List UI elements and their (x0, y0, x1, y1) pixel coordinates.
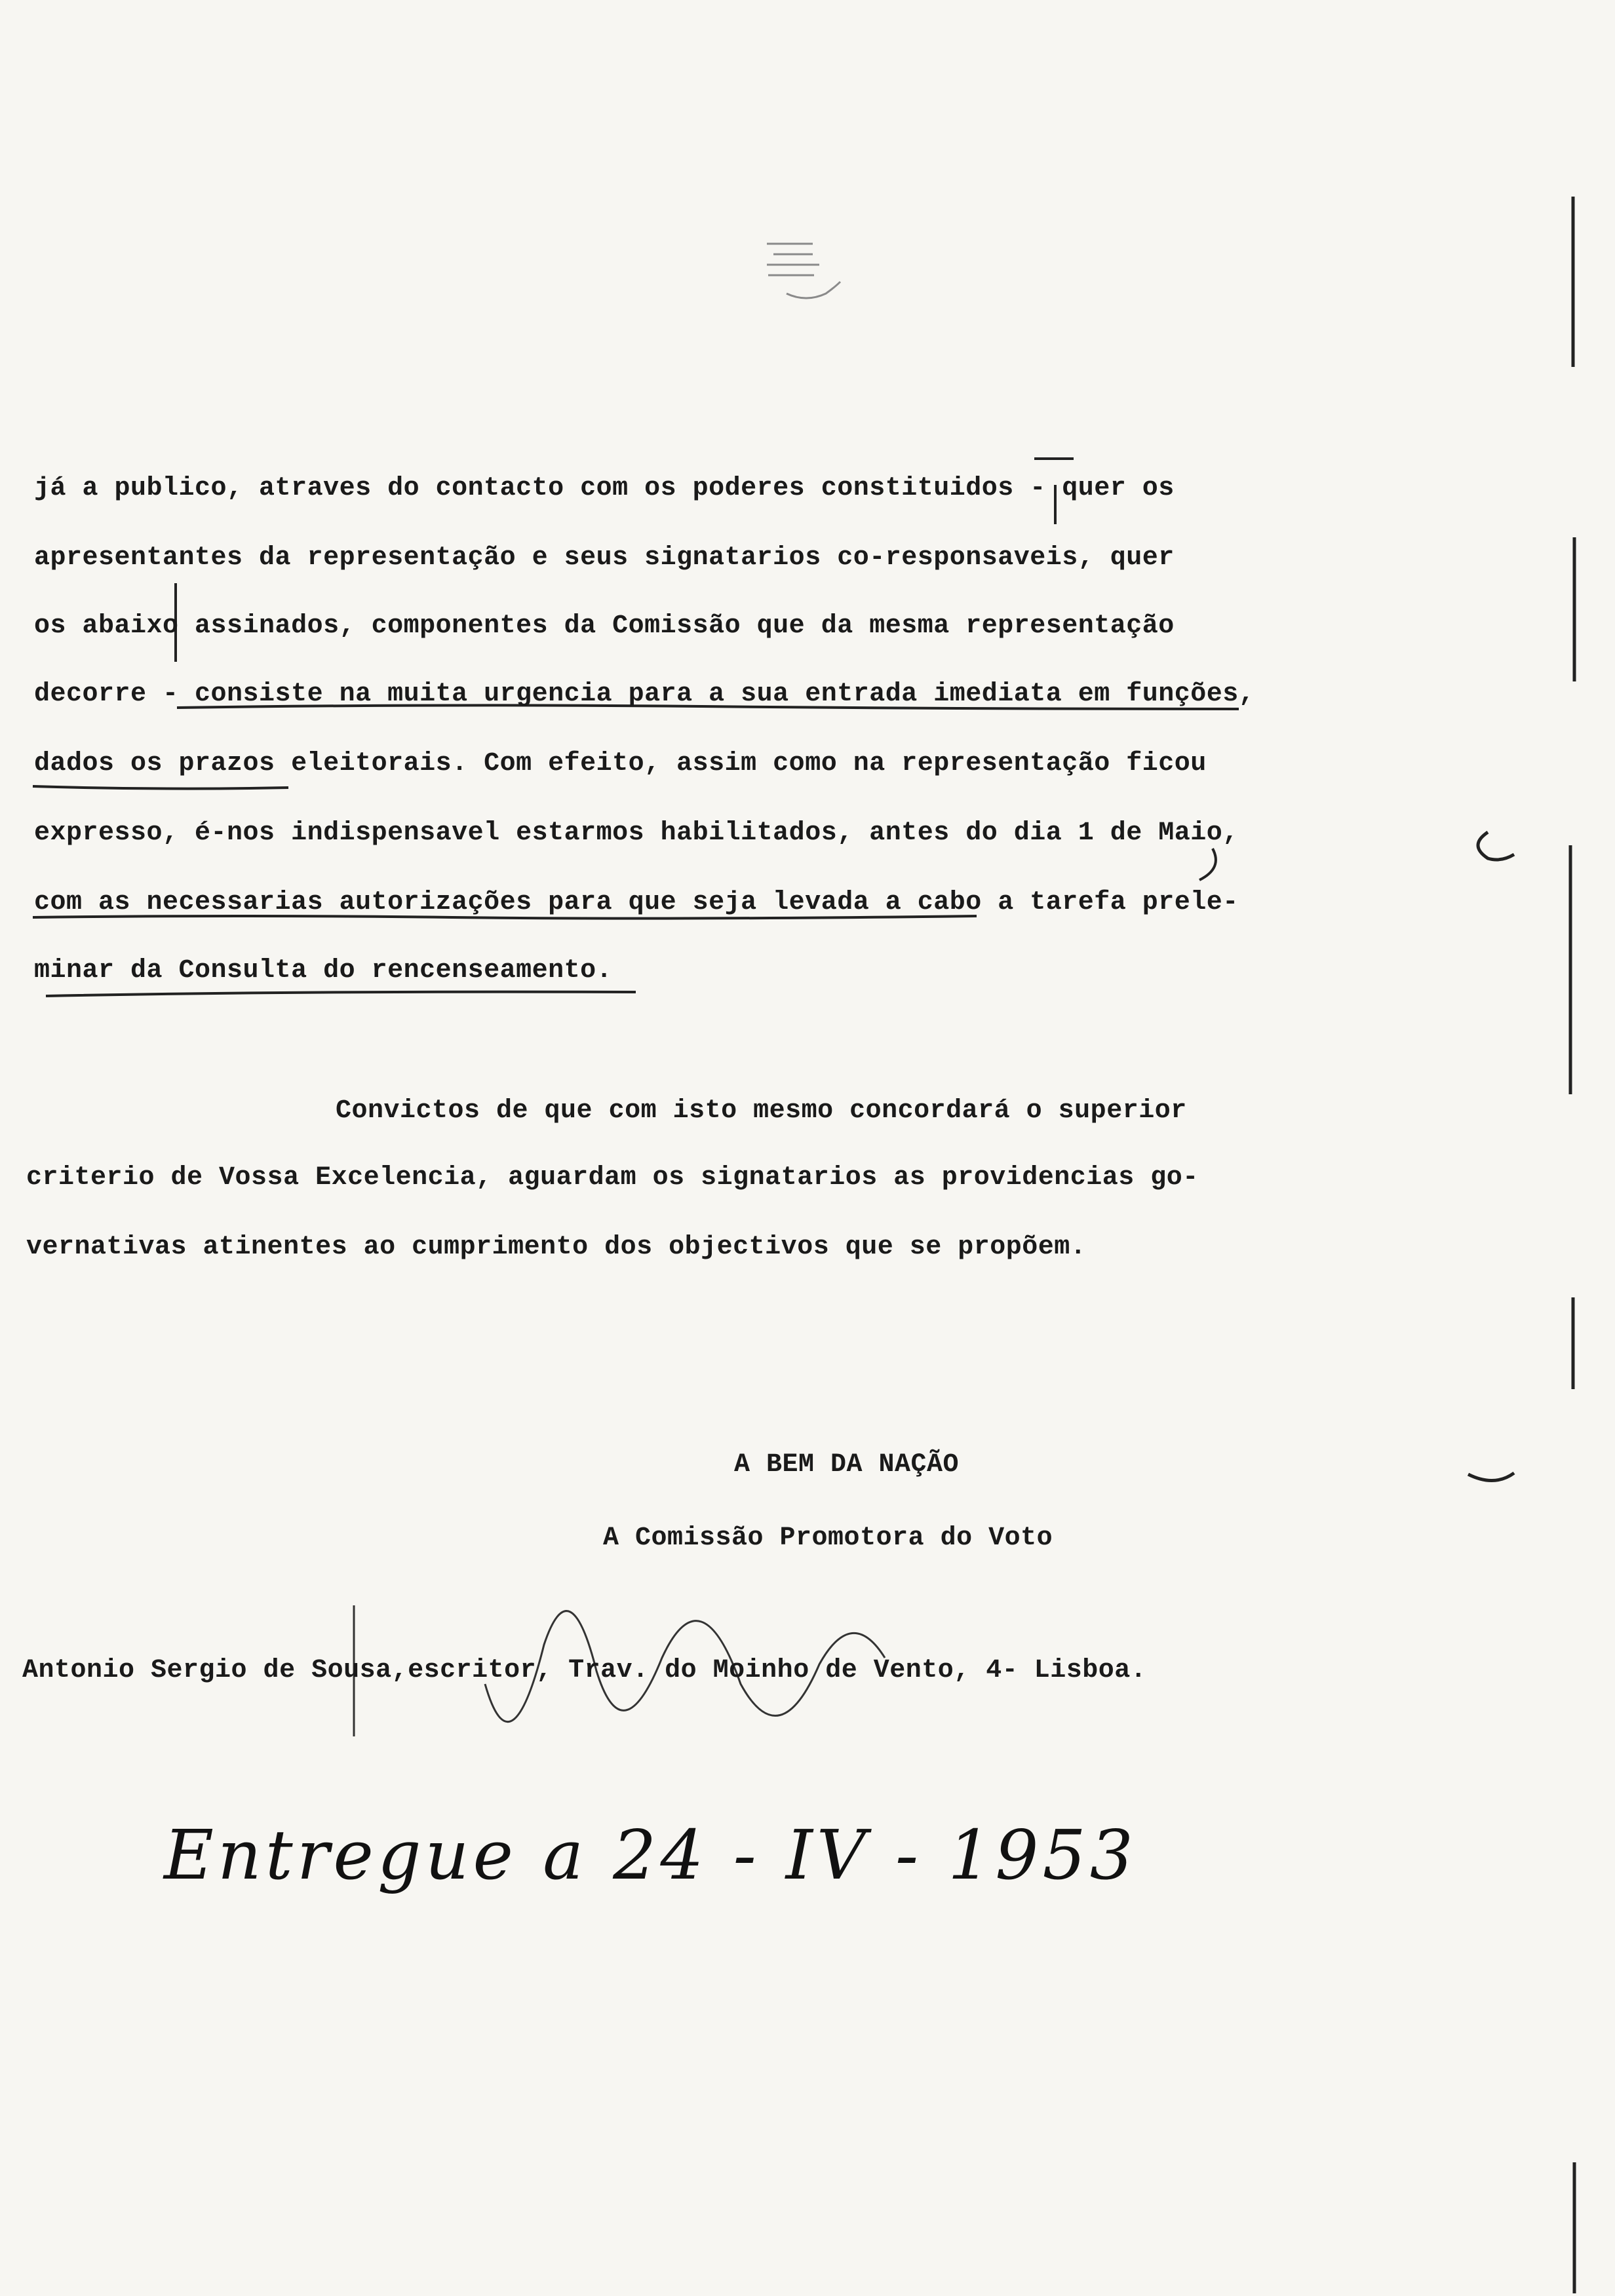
margin-marks (1468, 197, 1574, 2293)
underline-4 (46, 992, 636, 996)
insert-mark-2 (1199, 849, 1216, 880)
body-line-7: com as necessarias autorizações para que seja levada a cabo a tarefa prele- (34, 888, 1239, 917)
body-line-8: minar da Consulta do rencenseamento. (34, 956, 613, 985)
closing-line-3: vernativas atinentes ao cumprimento dos objectivos que se propõem. (26, 1233, 1087, 1262)
closing-line-2: criterio de Vossa Excelencia, aguardam os signatarios as providencias go- (26, 1163, 1199, 1193)
committee-name: A Comissão Promotora do Voto (603, 1523, 1053, 1553)
handwritten-delivery-note: Entregue a 24 - IV - 1953 (164, 1815, 1137, 1895)
underline-2 (33, 786, 288, 789)
body-line-3: os abaixo assinados, componentes da Comissão que da mesma representação (34, 611, 1175, 641)
signatory-line: Antonio Sergio de Sousa,escritor, Trav. do Moinho de Vento, 4- Lisboa. (22, 1656, 1147, 1685)
body-line-2: apresentantes da representação e seus signatarios co-responsaveis, quer (34, 543, 1175, 573)
motto: A BEM DA NAÇÃO (734, 1450, 960, 1480)
body-line-5: dados os prazos eleitorais. Com efeito, assim como na representação ficou (34, 749, 1207, 778)
closing-line-1: Convictos de que com isto mesmo concordará o superior (336, 1096, 1187, 1126)
top-stamp-icon (767, 244, 840, 298)
body-line-4: decorre - consiste na muita urgencia para a sua entrada imediata em funções, (34, 679, 1255, 709)
body-line-6: expresso, é-nos indispensavel estarmos habilitados, antes do dia 1 de Maio, (34, 818, 1239, 848)
body-line-1: já a publico, atraves do contacto com os poderes constituidos - quer os (34, 474, 1175, 503)
